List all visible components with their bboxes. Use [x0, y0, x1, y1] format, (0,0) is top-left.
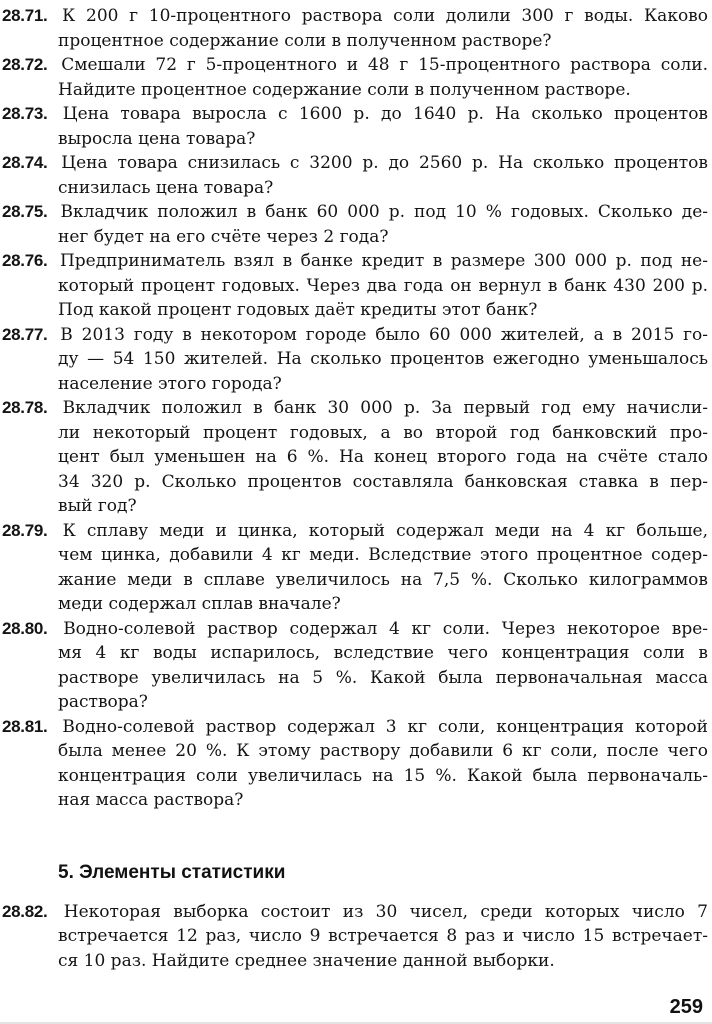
problem-line: вый год? [58, 496, 137, 516]
problem-28-78 [2, 396, 708, 519]
problem-line: Найдите процентное содержание соли в полученном растворе. [58, 79, 631, 100]
problem-28-73 [2, 102, 708, 151]
problem-line: встречается 12 раз, число 9 встречается 8 раз и число 15 встречает- [58, 926, 708, 946]
problem-first-line: 28.81. Водно-солевой раствор содержал 3 кг соли, концентрация которой [2, 716, 708, 737]
problem-line: ли некоторый процент годовых, а во второй год банковский про- [58, 422, 708, 443]
problem-first-line: 28.74. Цена товара снизилась с 3200 р. до 2560 р. На сколько процентов [2, 153, 708, 173]
problem-list-percent [2, 4, 708, 813]
problem-28-71 [2, 4, 708, 53]
problem-first-line: 28.76. Предприниматель взял в банке кредит в размере 300 000 р. под не- [2, 251, 708, 271]
problem-line: растворе увеличилась на 5 %. Какой была первоначальная масса [58, 667, 708, 688]
problem-first-line: 28.71. К 200 г 10-процентного раствора соли долили 300 г воды. Каково [2, 6, 708, 26]
problem-line: который процент годовых. Через два года он вернул в банк 430 200 р. [58, 275, 708, 296]
problem-28-79 [2, 519, 708, 617]
problem-line: снизилась цена товара? [58, 177, 274, 198]
problem-28-77 [2, 323, 708, 397]
problem-first-line: 28.78. Вкладчик положил в банк 30 000 р. За первый год ему начисли- [2, 398, 708, 418]
problem-28-72 [2, 53, 708, 102]
problem-line: раствора? [58, 692, 148, 712]
problem-number: 28.77. [2, 324, 48, 344]
problem-28-76 [2, 249, 708, 323]
problem-number: 28.79. [2, 520, 48, 540]
problem-line: была менее 20 %. К этому раствору добавили 6 кг соли, после чего [58, 741, 708, 761]
problem-line: нег будет на его счёте через 2 года? [58, 226, 389, 247]
problem-number: 28.78. [2, 398, 48, 417]
problem-number: 28.82. [2, 901, 48, 921]
problem-28-74 [2, 151, 708, 200]
problem-first-line: 28.80. Водно-солевой раствор содержал 4 кг соли. Через некоторое вре- [2, 618, 708, 639]
problem-line: мя 4 кг воды испарилось, вследствие чего концентрация соли в [58, 643, 708, 663]
problem-line: жание меди в сплаве увеличилось на 7,5 %. Сколько килограммов [58, 569, 708, 590]
problem-28-82 [2, 900, 708, 974]
problem-28-81 [2, 715, 708, 813]
problem-line: 34 320 р. Сколько процентов составляла банковская ставка в пер- [58, 471, 708, 492]
problem-28-80 [2, 617, 708, 715]
problem-first-line: 28.77. В 2013 году в некотором городе было 60 000 жителей, а в 2015 го- [2, 324, 708, 345]
problem-list-statistics [2, 900, 708, 974]
problem-number: 28.72. [2, 55, 48, 74]
problem-number: 28.81. [2, 716, 48, 736]
problem-first-line: 28.75. Вкладчик положил в банк 60 000 р. под 10 % годовых. Сколько де- [2, 202, 708, 222]
problem-first-line: 28.72. Смешали 72 г 5-процентного и 48 г 15-процентного раствора соли. [2, 55, 708, 75]
problem-line: цент был уменьшен на 6 %. На конец второго года на счёте стало [58, 447, 708, 467]
problem-first-line: 28.79. К сплаву меди и цинка, который содержал меди на 4 кг больше, [2, 520, 708, 541]
problem-number: 28.75. [2, 202, 48, 221]
problem-number: 28.74. [2, 153, 48, 172]
page-number: 259 [669, 995, 703, 1018]
problem-line: выросла цена товара? [58, 128, 256, 149]
problem-number: 28.76. [2, 251, 48, 270]
problem-first-line: 28.82. Некоторая выборка состоит из 30 чисел, среди которых число 7 [2, 901, 708, 922]
problem-line: ду — 54 150 жителей. На сколько процентов ежегодно уменьшалось [58, 349, 708, 369]
problem-line: чем цинка, добавили 4 кг меди. Вследствие этого процентное содер- [58, 545, 708, 565]
problem-line: население этого города? [58, 373, 282, 394]
problem-number: 28.80. [2, 618, 48, 638]
problem-line: Под какой процент годовых даёт кредиты этот банк? [58, 300, 538, 320]
problem-28-75 [2, 200, 708, 249]
problem-line: меди содержал сплав вначале? [58, 594, 341, 614]
problem-first-line: 28.73. Цена товара выросла с 1600 р. до 1640 р. На сколько процентов [2, 104, 708, 124]
problem-line: ная масса раствора? [58, 790, 244, 810]
section-heading: 5. Элементы статистики [58, 861, 286, 883]
problem-line: концентрация соли увеличилась на 15 %. Какой была первоначаль- [58, 765, 708, 786]
problem-number: 28.71. [2, 6, 48, 25]
problem-number: 28.73. [2, 104, 48, 123]
problem-line: процентное содержание соли в полученном растворе? [58, 30, 552, 51]
problem-line: ся 10 раз. Найдите среднее значение данной выборки. [58, 950, 555, 971]
